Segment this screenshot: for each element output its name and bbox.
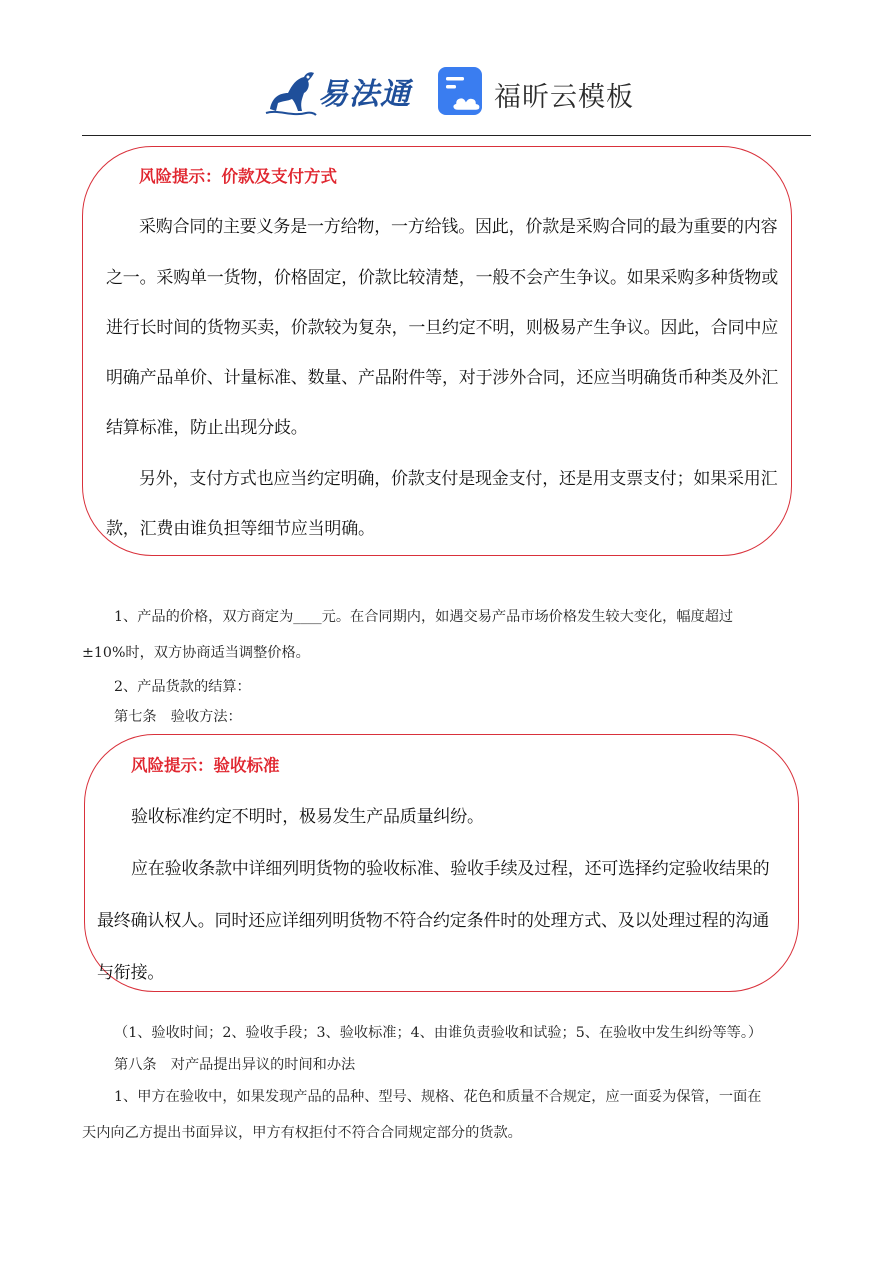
risk-tip-line: 另外，支付方式也应当约定明确，价款支付是现金支付，还是用支票支付；如果采用汇 [139, 469, 778, 489]
risk-tip-line: 之一。采购单一货物，价格固定，价款比较清楚，一般不会产生争议。如果采购多种货物或 [106, 268, 778, 288]
risk-tip-title: 风险提示：价款及支付方式 [139, 167, 337, 186]
yifatong-logo [262, 63, 422, 119]
risk-tip-title: 风险提示：验收标准 [131, 756, 280, 775]
risk-tip-line: 款，汇费由谁负担等细节应当明确。 [106, 519, 375, 539]
risk-tip-line: 采购合同的主要义务是一方给物，一方给钱。因此，价款是采购合同的最为重要的内容 [139, 217, 778, 237]
risk-tip-line: 明确产品单价、计量标准、数量、产品附件等，对于涉外合同，还应当明确货币种类及外汇 [106, 368, 778, 388]
risk-tip-line: 最终确认权人。同时还应详细列明货物不符合约定条件时的处理方式、及以处理过程的沟通 [97, 911, 769, 931]
header-divider [82, 135, 811, 136]
body-paragraph-line: ±10%时，双方协商适当调整价格。 [82, 645, 310, 661]
clause-heading: 第七条 验收方法： [114, 709, 242, 725]
body-paragraph-line: 1、产品的价格，双方商定为____元。在合同期内，如遇交易产品市场价格发生较大变化，幅度超过 [114, 609, 734, 625]
clause-heading: 第八条 对产品提出异议的时间和办法 [114, 1057, 356, 1073]
body-paragraph-line: （1、验收时间；2、验收手段；3、验收标准；4、由谁负责验收和试验；5、在验收中发生纠纷等等。） [114, 1025, 763, 1041]
yifatong-logo-text: 易法通 [318, 77, 411, 112]
page-header [0, 55, 893, 125]
body-paragraph-line: 天内向乙方提出书面异议，甲方有权拒付不符合合同规定部分的货款。 [82, 1125, 522, 1141]
fuxin-logo-text: 福昕云模板 [494, 82, 634, 113]
horse-emblem-icon [262, 63, 320, 119]
cloud-document-icon [436, 65, 488, 117]
risk-tip-line: 应在验收条款中详细列明货物的验收标准、验收手续及过程，还可选择约定验收结果的 [131, 859, 770, 879]
body-paragraph-line: 1、甲方在验收中，如果发现产品的品种、型号、规格、花色和质量不合规定，应一面妥为保管，一面在 [114, 1089, 762, 1105]
risk-tip-line: 进行长时间的货物买卖，价款较为复杂，一旦约定不明，则极易产生争议。因此，合同中应 [106, 318, 778, 338]
risk-tip-line: 与衔接。 [97, 963, 165, 983]
risk-tip-box-payment [82, 146, 792, 556]
risk-tip-line: 验收标准约定不明时，极易发生产品质量纠纷。 [131, 807, 484, 827]
risk-tip-line: 结算标准，防止出现分歧。 [106, 418, 308, 438]
fuxin-cloud-logo [436, 65, 636, 117]
body-paragraph-line: 2、产品货款的结算： [114, 679, 251, 695]
